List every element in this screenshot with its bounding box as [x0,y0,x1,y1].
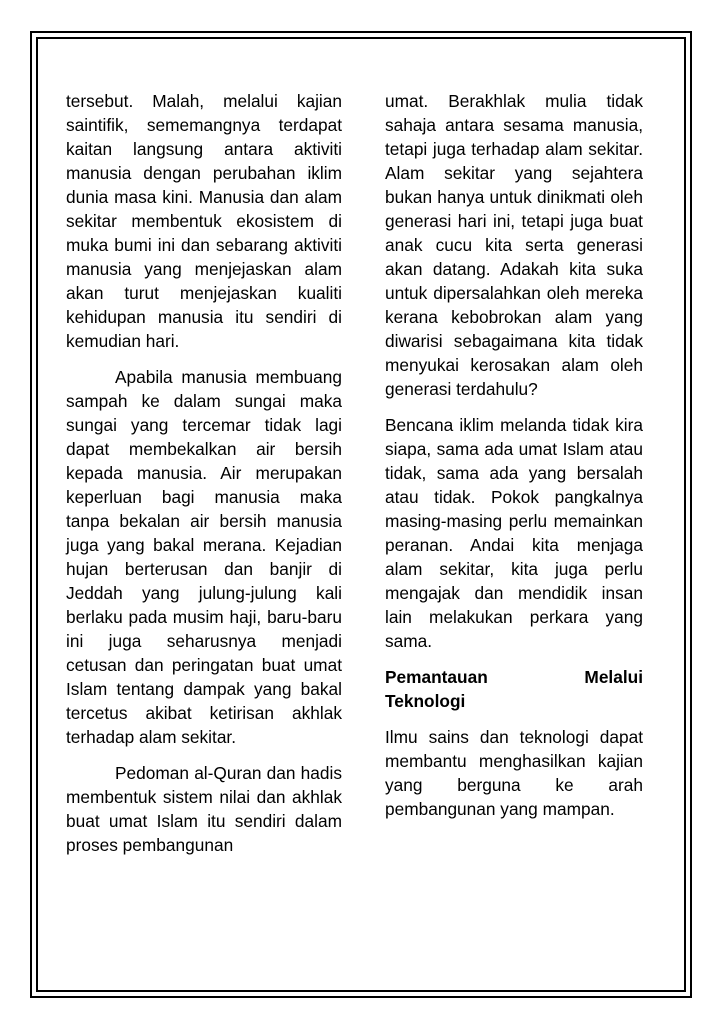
paragraph: Ilmu sains dan teknologi dapat membantu menghasilkan kajian yang berguna ke arah pembangunan yang mampan. [385,727,643,819]
paragraph: tersebut. Malah, melalui kajian saintifik, sememangnya terdapat kaitan langsung antara aktiviti manusia dengan perubahan iklim dunia masa kini. Manusia dan alam sekitar membentuk ekosistem di muka bumi ini dan sebarang aktiviti manusia yang menjejaskan alam akan turut menjejaskan kualiti kehidupan manusia itu sendiri di kemudian hari. [66,91,342,351]
heading-word: Teknologi [385,691,466,711]
paragraph: Pedoman al-Quran dan hadis membentuk sistem nilai dan akhlak buat umat Islam itu sendiri dalam proses pembangunan [66,763,342,855]
heading-word: Pemantauan [385,667,488,687]
left-column [66,89,342,857]
right-column [385,89,643,821]
section-heading [385,665,643,713]
heading-word: Melalui [584,667,643,687]
paragraph: Apabila manusia membuang sampah ke dalam sungai maka sungai yang tercemar tidak lagi dapat membekalkan air bersih kepada manusia. Air merupakan keperluan bagi manusia maka tanpa bekalan air bersih manusia juga yang bakal merana. Kejadian hujan berterusan dan banjir di Jeddah yang julung-julung kali berlaku pada musim haji, baru-baru ini juga seharusnya menjadi cetusan dan peringatan buat umat Islam tentang dampak yang bakal tercetus akibat ketirisan akhlak terhadap alam sekitar. [66,367,342,747]
paragraph: umat. Berakhlak mulia tidak sahaja antara sesama manusia, tetapi juga terhadap alam sekitar. Alam sekitar yang sejahtera bukan hanya untuk dinikmati oleh generasi hari ini, tetapi juga buat anak cucu kita serta generasi akan datang. Adakah kita suka untuk dipersalahkan oleh mereka kerana kebobrokan alam yang diwarisi sebagaimana kita tidak menyukai kerosakan alam oleh generasi terdahulu? [385,91,643,399]
paragraph: Bencana iklim melanda tidak kira siapa, sama ada umat Islam atau tidak, sama ada yang bersalah atau tidak. Pokok pangkalnya masing-masing perlu memainkan peranan. Andai kita menjaga alam sekitar, kita juga perlu mengajak dan mendidik insan lain melakukan perkara yang sama. [385,415,643,651]
